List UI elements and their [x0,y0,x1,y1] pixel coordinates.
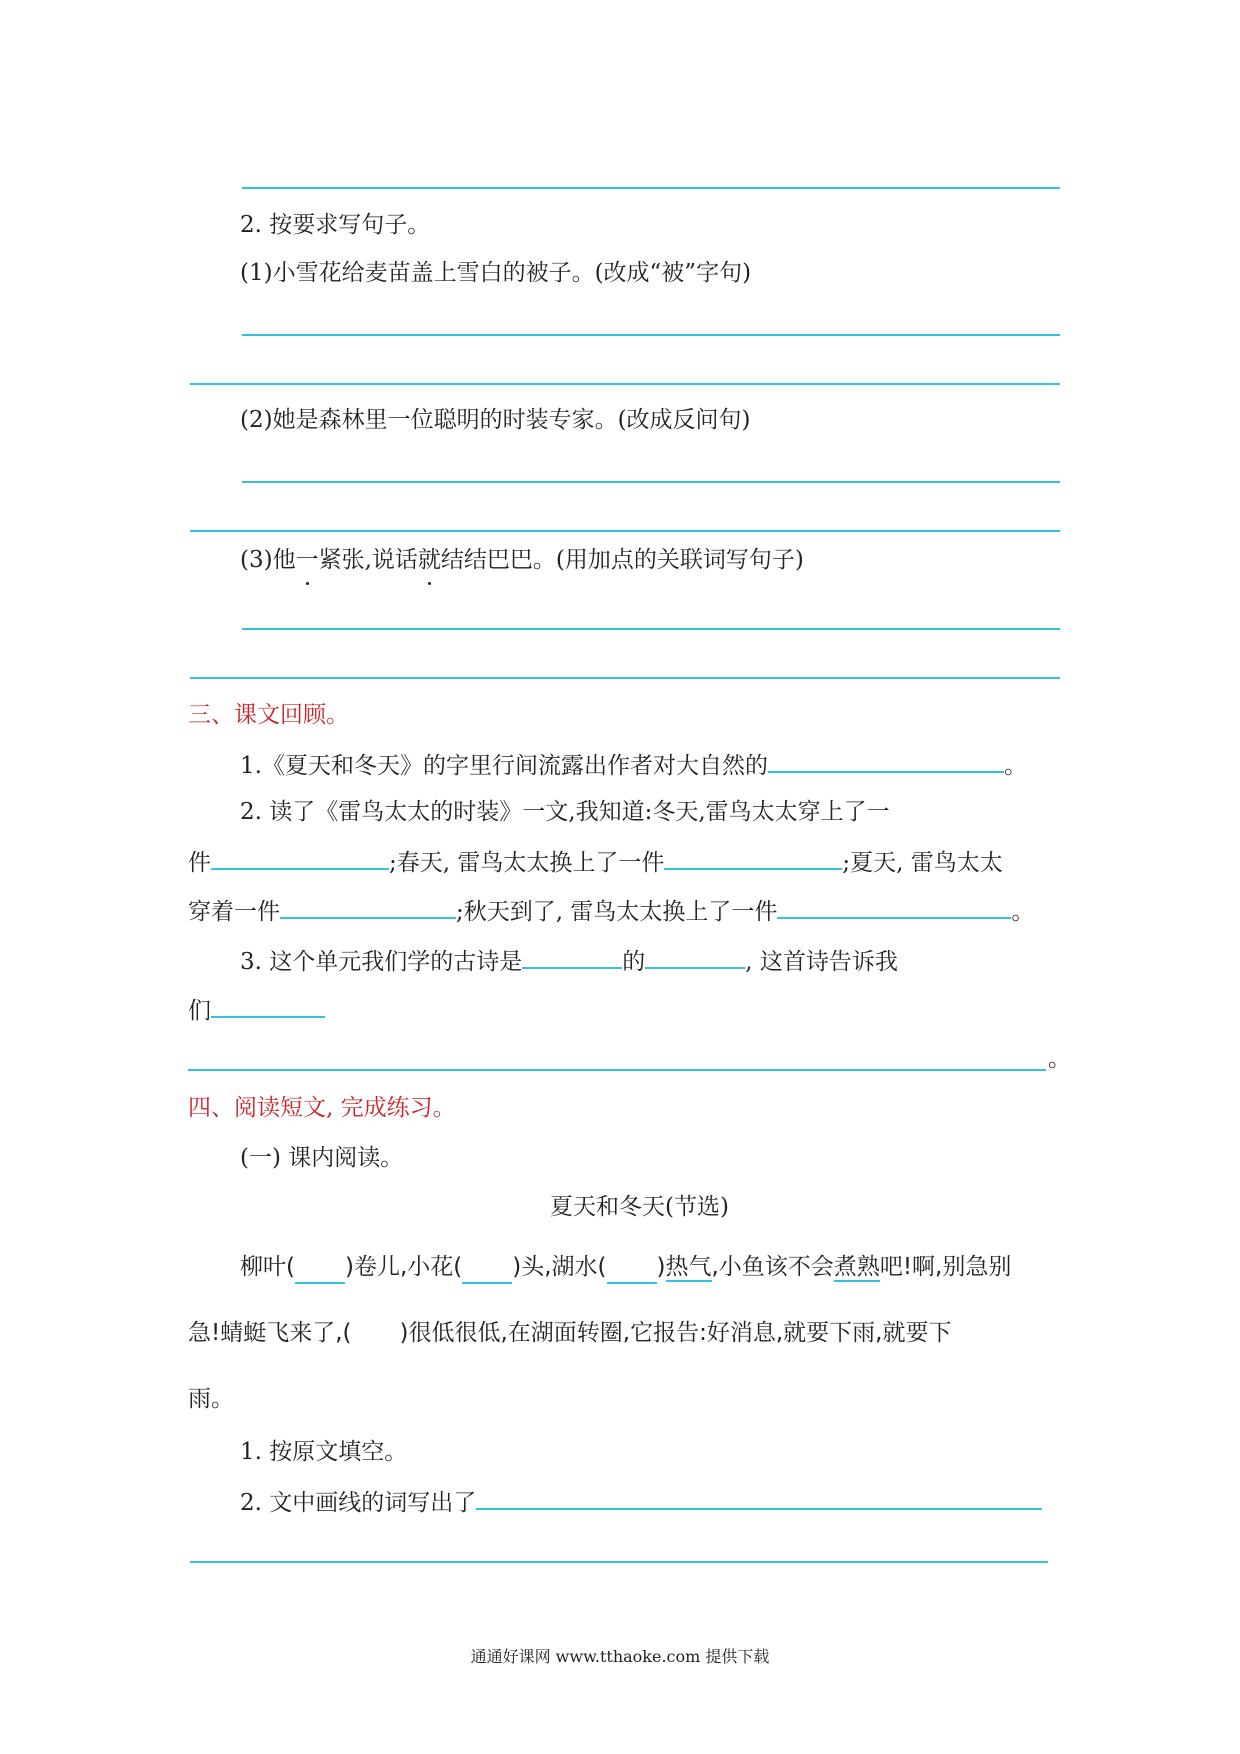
footer-credit: 通通好课网 www.tthaoke.com 提供下载 [470,1647,770,1666]
exercise-1: 1. 按原文填空。 [240,1439,408,1465]
passage-line-3: 雨。 [188,1386,234,1412]
answer-line[interactable] [242,187,1060,189]
section-3-q2-line1: 2. 读了《雷鸟太太的时装》一文,我知道:冬天,雷鸟太太穿上了一 [240,799,890,825]
fill-blank[interactable] [664,846,842,870]
fill-blank[interactable] [522,945,622,969]
exercise-2: 2. 文中画线的词写出了 [240,1486,1042,1518]
answer-line[interactable] [190,530,1060,532]
answer-line[interactable] [188,1069,1046,1071]
section-4-title: 四、阅读短文, 完成练习。 [188,1095,456,1121]
fill-blank[interactable] [777,895,1011,919]
answer-line[interactable] [242,481,1060,483]
answer-line[interactable] [190,1561,1048,1563]
section-4-subtitle: (一) 课内阅读。 [240,1145,404,1171]
passage-line-1: 柳叶( )卷儿,小花( )头,湖水( )热气,小鱼该不会煮熟吧!啊,别急别 [240,1252,1011,1284]
question-2-3: (3)他一紧张,说话就结结巴巴。(用加点的关联词写句子) [240,547,804,573]
passage-line-2: 急!蜻蜓飞来了,( )很低很低,在湖面转圈,它报告:好消息,就要下雨,就要下 [188,1320,952,1346]
question-2-1: (1)小雪花给麦苗盖上雪白的被子。(改成“被”字句) [240,260,752,286]
answer-line[interactable] [242,628,1060,630]
fill-blank[interactable] [211,846,389,870]
section-3-q2-line3: 穿着一件 ;秋天到了, 雷鸟太太换上了一件 。 [188,895,1034,927]
fill-blank[interactable] [211,994,325,1018]
section-3-q3: 3. 这个单元我们学的古诗是 的 , 这首诗告诉我 [240,945,898,977]
section-3-title: 三、课文回顾。 [188,702,349,728]
section-3-q2-line2: 件 ;春天, 雷鸟太太换上了一件 ;夏天, 雷鸟太太 [188,846,1003,878]
fill-blank[interactable] [607,1252,657,1284]
fill-blank[interactable] [768,749,1004,773]
dotted-character: 就 [417,547,441,573]
question-2-2: (2)她是森林里一位聪明的时装专家。(改成反问句) [240,407,751,433]
underlined-word: 热气 [665,1254,712,1280]
question-2-heading: 2. 按要求写句子。 [240,212,431,238]
passage-title: 夏天和冬天(节选) [550,1194,729,1220]
answer-line[interactable] [190,383,1060,385]
answer-line[interactable] [190,677,1060,679]
fill-blank[interactable] [295,1252,345,1284]
dotted-character: 一 [295,547,319,573]
section-3-q3-line2: 们 [188,994,325,1026]
fill-blank[interactable] [645,945,745,969]
period: 。 [1048,1046,1071,1072]
answer-line[interactable] [242,334,1060,336]
underlined-word: 煮熟 [833,1254,880,1280]
fill-blank[interactable] [280,895,456,919]
section-3-q1: 1.《夏天和冬天》的字里行间流露出作者对大自然的 。 [240,749,1027,781]
fill-blank[interactable] [462,1252,512,1284]
fill-blank[interactable] [476,1486,1042,1510]
